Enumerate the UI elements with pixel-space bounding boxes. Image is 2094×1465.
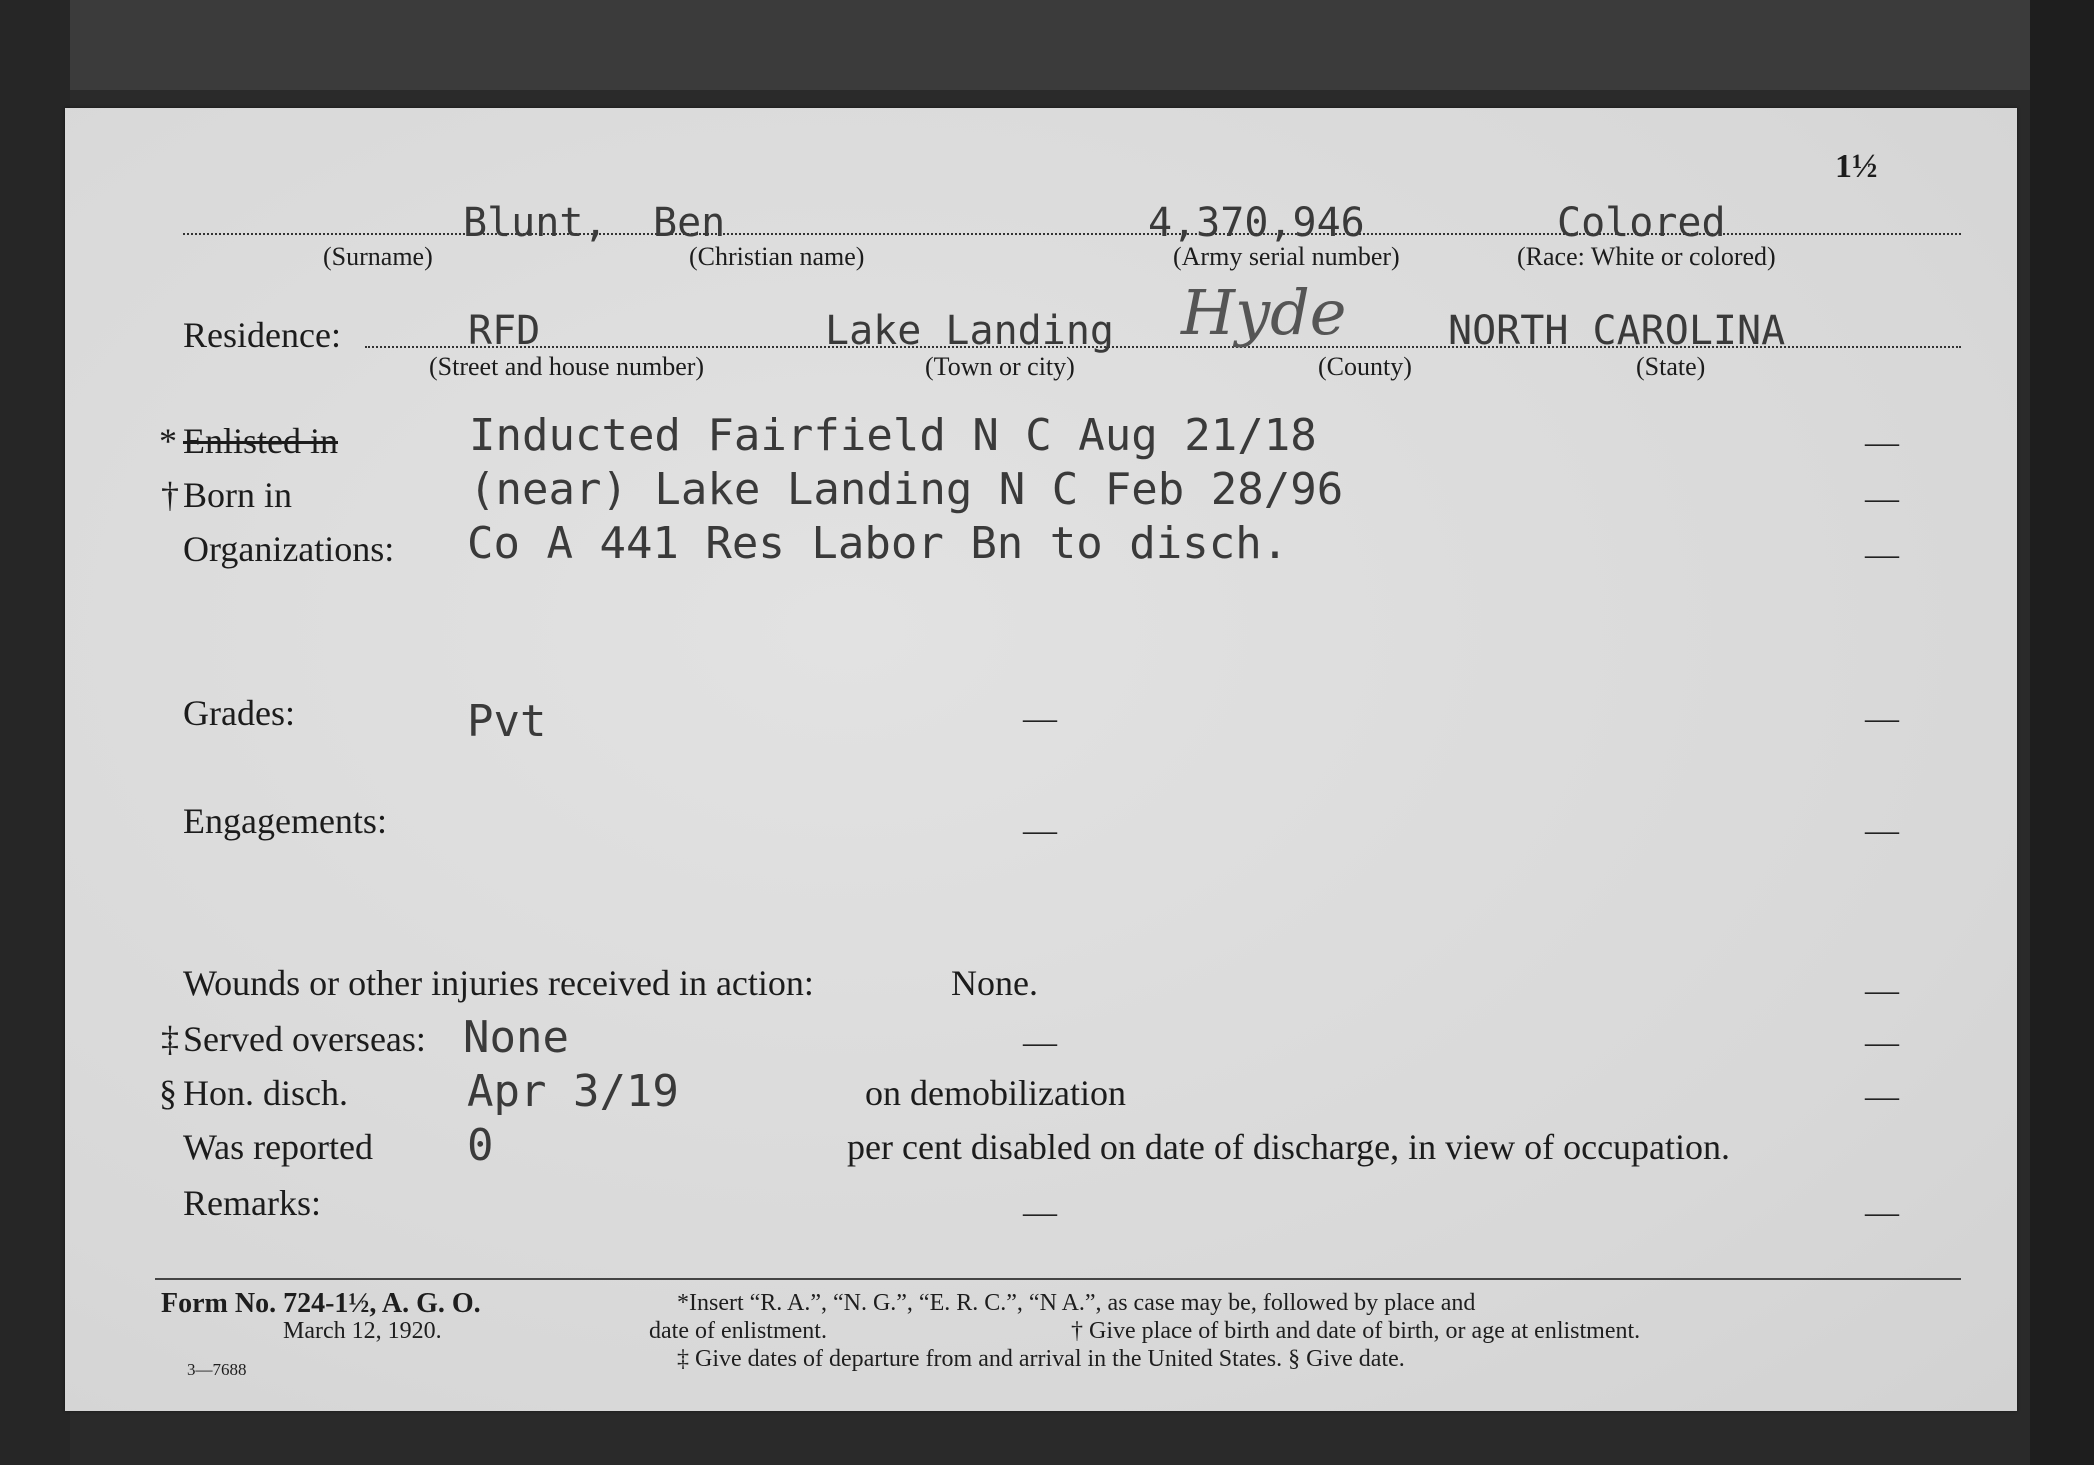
wounds-dash: — [1865, 972, 1899, 1009]
overseas-dash-mid: — [1023, 1024, 1057, 1061]
scanner-background-left [0, 0, 70, 1465]
card-number: 1½ [1835, 148, 1878, 185]
reported-value: 0 [467, 1120, 494, 1171]
enlisted-label: Enlisted in [183, 421, 338, 461]
disch-label: Hon. disch. [183, 1073, 348, 1113]
form-number: Form No. 724-1½, A. G. O. [161, 1288, 481, 1319]
disch-dash: — [1865, 1078, 1899, 1115]
wounds-label: Wounds or other injuries received in action: [183, 963, 814, 1003]
footer-rule [155, 1278, 1961, 1280]
remarks-dash-mid: — [1023, 1194, 1057, 1231]
footnote-line-2b: † Give place of birth and date of birth, or age at enlistment. [1071, 1318, 1641, 1344]
county-caption: (County) [1318, 352, 1412, 381]
state-caption: (State) [1636, 352, 1706, 381]
overseas-dash: — [1865, 1024, 1899, 1061]
remarks-label: Remarks: [183, 1183, 321, 1223]
street-caption: (Street and house number) [429, 352, 705, 381]
remarks-dash: — [1865, 1194, 1899, 1231]
enlisted-mark: * [159, 421, 177, 461]
grades-value: Pvt [467, 696, 547, 747]
overseas-mark: ‡ [161, 1019, 179, 1059]
engagements-label: Engagements: [183, 801, 387, 841]
serial-number-value: 4,370,946 [1148, 200, 1365, 246]
christian-name-caption: (Christian name) [689, 242, 865, 271]
scanner-background-top [0, 0, 2094, 90]
residence-street-value: RFD [468, 308, 541, 354]
disch-mark: § [159, 1073, 177, 1113]
reported-note: per cent disabled on date of discharge, in view of occupation. [847, 1127, 1731, 1167]
disch-value: Apr 3/19 [467, 1066, 679, 1117]
form-date: March 12, 1920. [283, 1318, 442, 1344]
surname-value: Blunt, [463, 200, 608, 246]
grades-dash-mid: — [1023, 700, 1057, 737]
service-record-card [65, 108, 2017, 1411]
organizations-label: Organizations: [183, 529, 395, 569]
footnote-line-3: ‡ Give dates of departure from and arrival in the United States. § Give date. [677, 1346, 1405, 1372]
surname-caption: (Surname) [323, 242, 433, 271]
overseas-value: None [463, 1012, 569, 1063]
grades-dash: — [1865, 700, 1899, 737]
overseas-label: Served overseas: [183, 1019, 426, 1059]
organizations-dash: — [1865, 536, 1899, 573]
engagements-dash-mid: — [1023, 812, 1057, 849]
organizations-value: Co A 441 Res Labor Bn to disch. [467, 518, 1289, 569]
born-value: (near) Lake Landing N C Feb 28/96 [469, 464, 1344, 515]
engagements-dash: — [1865, 812, 1899, 849]
disch-note: on demobilization [865, 1073, 1126, 1113]
race-caption: (Race: White or colored) [1517, 242, 1776, 271]
born-mark: † [161, 475, 179, 515]
wounds-value: None. [951, 963, 1038, 1003]
town-caption: (Town or city) [925, 352, 1075, 381]
footnote-line-1: *Insert “R. A.”, “N. G.”, “E. R. C.”, “N A.”, as case may be, followed by place and [677, 1290, 1476, 1316]
enlisted-value: Inducted Fairfield N C Aug 21/18 [469, 410, 1317, 461]
residence-town-value: Lake Landing [825, 308, 1114, 354]
print-code: 3—7688 [187, 1360, 247, 1379]
serial-number-caption: (Army serial number) [1173, 242, 1400, 271]
scanner-background-right [2030, 0, 2094, 1465]
christian-name-value: Ben [653, 200, 726, 246]
residence-label: Residence: [183, 315, 341, 355]
grades-label: Grades: [183, 693, 295, 733]
enlisted-dash: — [1865, 424, 1899, 461]
born-dash: — [1865, 480, 1899, 517]
born-label: Born in [183, 475, 293, 515]
footnote-line-2a: date of enlistment. [649, 1318, 827, 1344]
reported-label: Was reported [183, 1127, 374, 1167]
residence-state-value: NORTH CAROLINA [1448, 308, 1786, 354]
race-value: Colored [1557, 200, 1726, 246]
residence-county-value: Hyde [1181, 276, 1347, 349]
